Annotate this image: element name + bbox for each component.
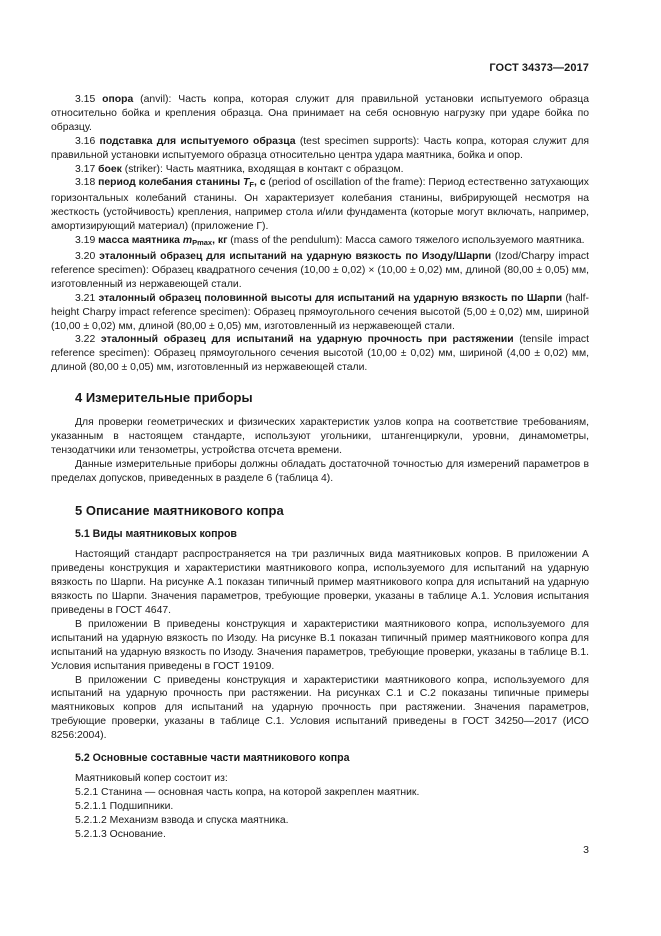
term-3-17: 3.17 боек (striker): Часть маятника, входящая в контакт с образцом. — [75, 163, 404, 175]
section-5-heading: 5 Описание маятникового копра — [75, 502, 284, 518]
section-4-heading: 4 Измерительные приборы — [75, 390, 253, 406]
section-5-2-line-5: 5.2.1.3 Основание. — [75, 828, 166, 840]
section-4-paragraph-2: Данные измерительные приборы должны обладать достаточной точностью для измерений параметров в пределах допусков, приведенных в разделе 6 (таблица 4). — [51, 458, 589, 484]
term-3-16: 3.16 подставка для испытуемого образца (test specimen supports): Часть копра, которая служит для правильной установки испытуемого образца относительно центра удара маятника, бойка и опор. — [51, 135, 590, 161]
term-3-19: 3.19 масса маятника $m_{Pmax}$, кг (mass of the pendulum): Масса самого тяжелого используемого маятника. — [75, 235, 585, 248]
subsection-5-1-heading: 5.1 Виды маятниковых копров — [75, 528, 237, 541]
section-5-1-paragraph-2: В приложении В приведены конструкция и характеристики маятникового копра, используемого для испытаний на ударную вязкость по Изоду. На рисунке В.1 показан типичный пример маятникового копра для испытаний на ударную вязкость по Изоду. Значения параметров, требующие проверки, указаны в таблице В.1. Условия испытания приведены в ГОСТ 19109. — [51, 618, 589, 672]
subsection-5-2-heading: 5.2 Основные составные части маятникового копра — [75, 752, 350, 765]
term-3-21: 3.21 эталонный образец половинной высоты для испытаний на ударную вязкость по Шарпи (half-height Charpy impact reference specimen): Образец прямоугольного сечения высотой (5,00 ± 0,02) мм, шириной (10,00 ± 0,02) мм, длиной (80,00 ± 0,05) мм, изготовленный из нержавеющей стали. — [51, 292, 590, 332]
section-5-1-paragraph-3: В приложении С приведены конструкция и характеристики маятникового копра, используемого для испытаний на ударную прочность при растяжении. На рисунках С.1 и С.2 показаны типичные примеры маятниковых копров для испытаний на ударную прочность при растяжении. Значения параметров, требующие проверки, указаны в таблице С.1. Условия испытаний приведены в ГОСТ 34250—2017 (ИСО 8256:2004). — [51, 674, 589, 742]
section-4-paragraph-1: Для проверки геометрических и физических характеристик узлов копра на соответствие требованиям, указанным в настоящем стандарте, используют угольники, штангенциркули, уровни, динамометры, тензодатчики или тензометры, устройства отсчета времени. — [51, 417, 589, 456]
section-5-2-line-1: Маятниковый копер состоит из: — [75, 772, 228, 784]
term-3-22: 3.22 эталонный образец для испытаний на ударную прочность при растяжении (tensile impact reference specimen): Образец прямоугольного сечения высотой (10,00 ± 0,02) мм, шириной (4,00 ± 0,02) мм, длиной (80,00 ± 0,05) мм, изготовленный из нержавеющей стали. — [51, 334, 590, 374]
term-3-18: 3.18 период колебания станины $T_F$, с (period of oscillation of the frame): Период естественно затухающих горизонтальных колебаний станины. Он характеризует колебания станины, вибрирующей несмотря на жесткость (устойчивость) крепления, например стола и/или фундамента (которые могут включать, например, амортизирующий материал) (приложение Г). — [51, 177, 589, 233]
term-3-15: 3.15 опора (anvil): Часть копра, которая служит для правильной установки испытуемого образца относительно бойка и крепления образца. Она принимает на себя основную нагрузку при ударе бойка по образцу. — [51, 94, 589, 133]
section-5-2-line-4: 5.2.1.2 Механизм взвода и спуска маятника. — [75, 814, 289, 826]
standard-code-header: ГОСТ 34373—2017 — [489, 62, 589, 74]
term-3-20: 3.20 эталонный образец для испытаний на ударную вязкость по Изоду/Шарпи (Izod/Charpy impact reference specimen): Образец квадратного сечения (10,00 ± 0,02) × (10,00 ± 0,02) мм, длиной (80,00 ± 0,05) мм, изготовленный из нержавеющей стали. — [51, 250, 589, 290]
section-5-2-line-3: 5.2.1.1 Подшипники. — [75, 800, 174, 812]
document-content — [51, 93, 589, 842]
page-number: 3 — [583, 844, 589, 856]
section-5-2-line-2: 5.2.1 Станина — основная часть копра, на которой закреплен маятник. — [75, 786, 420, 798]
section-5-1-paragraph-1: Настоящий стандарт распространяется на три различных вида маятниковых копров. В приложении А приведены конструкция и характеристики маятникового копра, используемого для испытаний на ударную вязкость по Шарпи. На рисунке А.1 показан типичный пример маятникового копра для испытаний на ударную вязкость по Шарпи. Значения параметров, требующие проверки, указаны в таблице А.1. Условия испытания приведены в ГОСТ 4647. — [51, 549, 589, 616]
